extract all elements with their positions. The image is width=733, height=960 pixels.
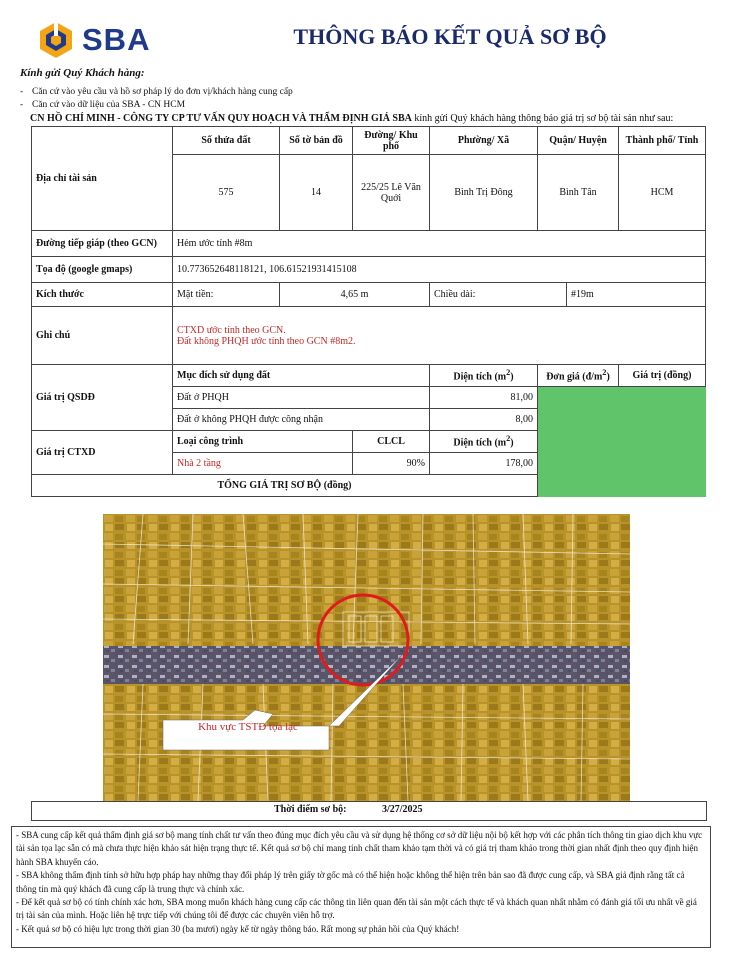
- disclaimer: [11, 826, 711, 948]
- building-label: Giá trị CTXD: [32, 431, 173, 475]
- basis-item: - Căn cứ vào yêu cầu và hồ sơ pháp lý do đơn vị/khách hàng cung cấp: [20, 86, 293, 99]
- page-title: THÔNG BÁO KẾT QUẢ SƠ BỘ: [293, 24, 607, 49]
- depth-label: Chiều dài:: [430, 283, 567, 307]
- street: 225/25 Lê Văn Quới: [353, 155, 430, 231]
- city: HCM: [619, 155, 706, 231]
- disclaimer-item: - Kết quả sơ bộ có hiệu lực trong thời gian 30 (ba mươi) ngày kể từ ngày thông báo. Rất mong sự phản hồi của Quý khách!: [16, 923, 460, 934]
- front-label: Mặt tiền:: [173, 283, 280, 307]
- disclaimer-item: - Để kết quả sơ bộ có tính chính xác hơn, SBA mong muốn khách hàng cung cấp các thông tin liên quan đến tài sản một cách thực tế và khách quan nhất nhằm có đánh giá tối ưu nhất về giá trị tài sản của mình. Hoặc liên hệ trực tiếp với chúng tôi để được các chuyên viên hỗ trợ.: [16, 897, 697, 921]
- road-label: Đường tiếp giáp (theo GCN): [32, 231, 173, 257]
- note-label: Ghi chú: [32, 307, 173, 365]
- basis-list: [20, 86, 293, 112]
- land-purpose: Đất ở PHQH: [173, 387, 430, 409]
- building-area-header: Diện tích $(m^2)$: [430, 431, 538, 453]
- company-suffix: kính gửi Quý khách hàng thông báo giá trị sơ bộ tài sản như sau:: [411, 113, 674, 124]
- brand-name: SBA: [82, 22, 151, 57]
- disclaimer-item: - SBA cung cấp kết quả thẩm định giá sơ bộ mang tính chất tư vấn theo đúng mục đích yêu cầu và sử dụng hệ thống cơ sở dữ liệu nội bộ kết hợp với các phân tích thông tin giao dịch khu vực tài sản tọa lạc sẵn có mà chưa thực hiện khảo sát hiện trạng thực tế. Kết quả sơ bộ chỉ mang tính chất tham khảo tạm thời và có giá trị tham khảo trong thời gian nhất định theo quy định hiện hành SBA khuyến cáo.: [16, 830, 703, 867]
- basis-item: - Căn cứ vào dữ liệu của SBA - CN HCM: [20, 99, 293, 112]
- parcel-number: 575: [173, 155, 280, 231]
- map-sheet-number: 14: [280, 155, 353, 231]
- address-header: Số tờ bản đồ: [280, 127, 353, 155]
- address-header: Số thửa đất: [173, 127, 280, 155]
- time-label: Thời điểm sơ bộ:: [274, 804, 347, 815]
- address-header: Quận/ Huyện: [538, 127, 619, 155]
- redacted-values: [538, 387, 706, 497]
- greeting: Kính gửi Quý Khách hàng:: [20, 67, 145, 79]
- building-area: 178,00: [430, 453, 538, 475]
- size-label: Kích thước: [32, 283, 173, 307]
- land-label: Giá trị QSDĐ: [32, 365, 173, 431]
- building-type: Nhà 2 tầng: [173, 453, 353, 475]
- address-header: Thành phố/ Tỉnh: [619, 127, 706, 155]
- land-area: 8,00: [430, 409, 538, 431]
- front-value: 4,65 m: [280, 283, 430, 307]
- land-area: 81,00: [430, 387, 538, 409]
- sba-logo-icon: [36, 20, 76, 60]
- time-value: 3/27/2025: [382, 804, 423, 815]
- building-type-header: Loại công trình: [173, 431, 353, 453]
- road-value: Hẻm ước tính #8m: [173, 231, 706, 257]
- address-header: Đường/ Khu phố: [353, 127, 430, 155]
- land-value-header: Giá trị (đồng): [619, 365, 706, 387]
- disclaimer-item: - SBA không thẩm định tính sở hữu hợp pháp hay những thay đổi pháp lý trên giấy tờ gốc mà có thể hiện hoặc không thể hiện trên bản sao đã được cung cấp, và SBA giả định rằng tất cả thông tin mà quý khách đã cung cấp là trung thực và chính xác.: [16, 870, 685, 894]
- building-quality-header: CLCL: [353, 431, 430, 453]
- land-purpose: Đất ở không PHQH được công nhận: [173, 409, 430, 431]
- depth-value: #19m: [567, 283, 706, 307]
- total-label: TỔNG GIÁ TRỊ SƠ BỘ (đồng): [32, 475, 538, 497]
- company-name: CN HỒ CHÍ MINH - CÔNG TY CP TƯ VẤN QUY HOẠCH VÀ THẨM ĐỊNH GIÁ SBA: [30, 113, 412, 124]
- sba-logo: [36, 20, 166, 60]
- company-line: [30, 113, 673, 124]
- valuation-table: [31, 126, 706, 497]
- coords-label: Tọa độ (google gmaps): [32, 257, 173, 283]
- district: Bình Tân: [538, 155, 619, 231]
- ward: Bình Trị Đông: [430, 155, 538, 231]
- address-label: Địa chỉ tài sản: [32, 127, 173, 231]
- coords-value: 10.773652648118121, 106.61521931415108: [173, 257, 706, 283]
- land-area-header: Diện tích $(m^2)$: [430, 365, 538, 387]
- address-header: Phường/ Xã: [430, 127, 538, 155]
- building-quality: 90%: [353, 453, 430, 475]
- land-purpose-header: Mục đích sử dụng đất: [173, 365, 430, 387]
- note-line: CTXD ước tính theo GCN.: [177, 324, 286, 336]
- map-callout: Khu vực TSTĐ tọa lạc: [198, 721, 298, 733]
- note-text: [173, 307, 706, 365]
- satellite-map-image: [103, 514, 630, 801]
- location-map: [103, 514, 630, 801]
- land-price-header: Đơn giá $(đ/m^2)$: [538, 365, 619, 387]
- valuation-time-row: [31, 801, 707, 821]
- note-line: Đất không PHQH ước tính theo GCN #8m2.: [177, 335, 356, 347]
